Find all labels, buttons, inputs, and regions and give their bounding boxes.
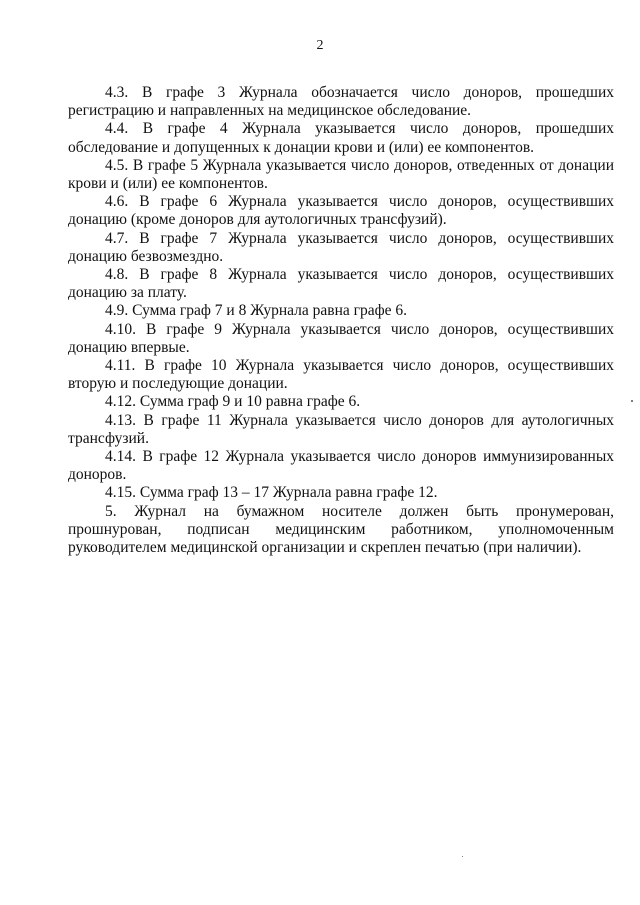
paragraph-4-4: 4.4. В графе 4 Журнала указывается число доноров, прошедших обследование и допущенных к донации крови и (или) ее компонентов.: [68, 120, 614, 156]
paragraph-4-8: 4.8. В графе 8 Журнала указывается число доноров, осуществивших донацию за плату.: [68, 266, 614, 302]
document-body: [68, 84, 614, 557]
paragraph-4-15: 4.15. Сумма граф 13 – 17 Журнала равна графе 12.: [105, 484, 438, 502]
paragraph-4-13: 4.13. В графе 11 Журнала указывается число доноров для аутологичных трансфузий.: [68, 411, 614, 447]
paragraph-4-6: 4.6. В графе 6 Журнала указывается число доноров, осуществивших донацию (кроме доноров для аутологичных трансфузий).: [68, 193, 614, 229]
page-number: 2: [316, 38, 324, 53]
paragraph-4-5: 4.5. В графе 5 Журнала указывается число доноров, отведенных от донации крови и (или) ее компонентов.: [68, 156, 614, 193]
paragraph-5: 5. Журнал на бумажном носителе должен быть пронумерован, прошнурован, подписан медицинским работником, уполномоченным руководителем медицинской организации и скреплен печатью (при наличии).: [68, 502, 614, 557]
paragraph-4-7: 4.7. В графе 7 Журнала указывается число доноров, осуществивших донацию безвозмездно.: [68, 229, 614, 265]
scan-speck: [462, 856, 463, 857]
paragraph-4-10: 4.10. В графе 9 Журнала указывается число доноров, осуществивших донацию впервые.: [68, 320, 614, 356]
paragraph-4-9: 4.9. Сумма граф 7 и 8 Журнала равна графе 6.: [105, 302, 408, 320]
paragraph-4-14: 4.14. В графе 12 Журнала указывается число доноров иммунизированных доноров.: [68, 448, 614, 484]
scan-speck: [631, 400, 633, 402]
paragraph-4-12: 4.12. Сумма граф 9 и 10 равна графе 6.: [105, 393, 361, 411]
paragraph-4-3: 4.3. В графе 3 Журнала обозначается число доноров, прошедших регистрацию и направленных на медицинское обследование.: [68, 84, 614, 120]
paragraph-4-11: 4.11. В графе 10 Журнала указывается число доноров, осуществивших вторую и последующие донации.: [68, 357, 614, 393]
